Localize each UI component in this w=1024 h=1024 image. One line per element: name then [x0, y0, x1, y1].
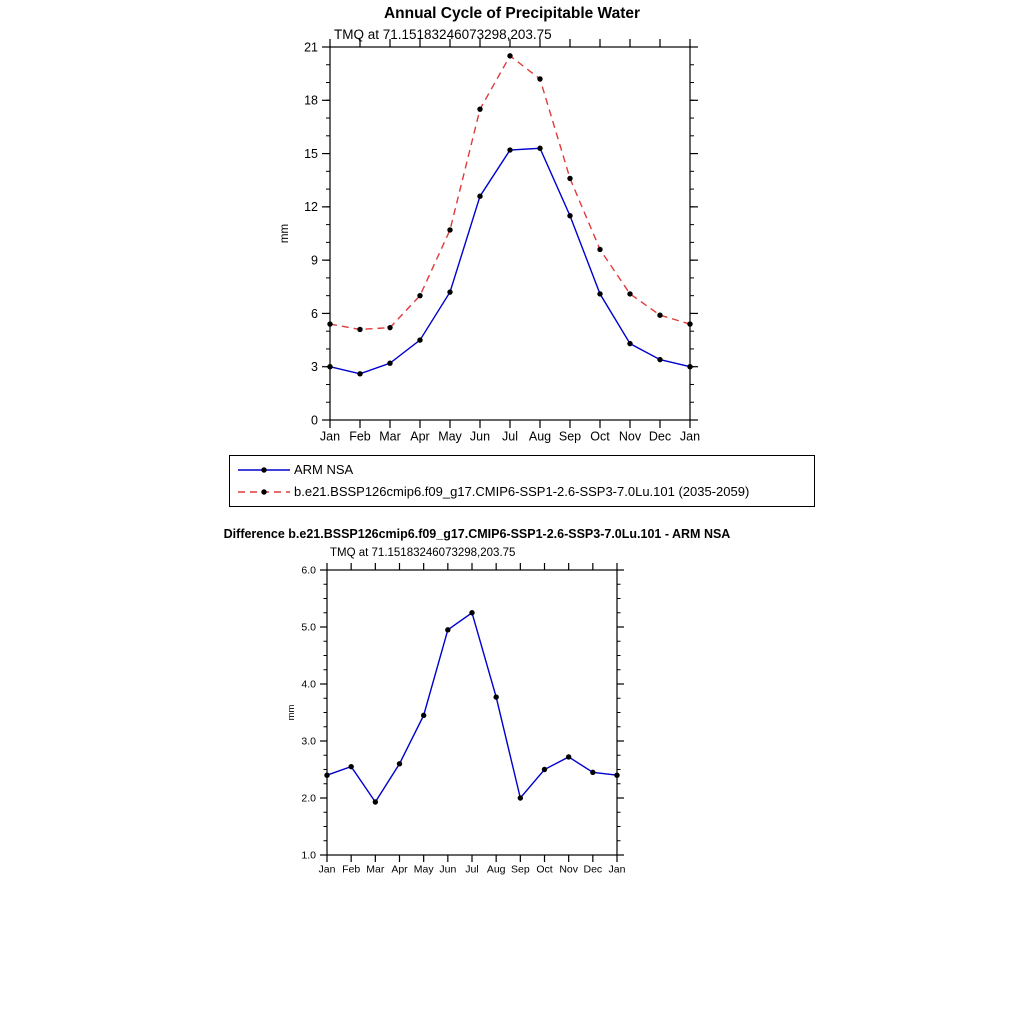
svg-text:6: 6 — [311, 306, 318, 321]
svg-text:Nov: Nov — [618, 429, 642, 444]
svg-text:4.0: 4.0 — [301, 678, 316, 691]
svg-text:15: 15 — [304, 146, 318, 161]
svg-text:3.0: 3.0 — [301, 735, 316, 748]
svg-text:Dec: Dec — [583, 863, 603, 876]
annual-cycle-title: Annual Cycle of Precipitable Water — [383, 5, 641, 22]
svg-text:Jul: Jul — [465, 863, 479, 876]
svg-text:Dec: Dec — [648, 429, 672, 444]
svg-text:Sep: Sep — [558, 429, 582, 444]
svg-text:mm: mm — [286, 704, 297, 721]
legend-entry-model — [236, 480, 808, 502]
svg-text:Feb: Feb — [342, 863, 361, 876]
svg-text:Feb: Feb — [349, 429, 371, 444]
svg-text:Mar: Mar — [366, 863, 385, 876]
difference-plot — [280, 558, 640, 880]
svg-text:May: May — [438, 429, 462, 444]
svg-text:Jan: Jan — [608, 863, 626, 876]
svg-text:Jan: Jan — [319, 429, 341, 444]
svg-text:21: 21 — [304, 40, 318, 55]
svg-text:Sep: Sep — [510, 863, 530, 876]
arm-nsa-line-sample — [236, 460, 294, 478]
legend-label: b.e21.BSSP126cmip6.f09_g17.CMIP6-SSP1-2.6-SSP3-7.0Lu.101 (2035-2059) — [294, 483, 750, 499]
svg-text:2.0: 2.0 — [301, 792, 316, 805]
svg-text:Nov: Nov — [559, 863, 579, 876]
svg-text:6.0: 6.0 — [301, 564, 316, 577]
svg-text:Jan: Jan — [679, 429, 701, 444]
svg-text:Mar: Mar — [379, 429, 401, 444]
svg-text:Apr: Apr — [410, 429, 430, 444]
svg-text:Aug: Aug — [486, 863, 506, 876]
svg-text:3: 3 — [311, 360, 318, 375]
svg-text:0: 0 — [311, 413, 318, 428]
legend-label: ARM NSA — [294, 461, 354, 477]
svg-text:Oct: Oct — [536, 863, 553, 876]
svg-text:Jun: Jun — [439, 863, 457, 876]
svg-text:5.0: 5.0 — [301, 621, 316, 634]
svg-text:May: May — [413, 863, 434, 876]
difference-title: Difference b.e21.BSSP126cmip6.f09_g17.CMIP6-SSP1-2.6-SSP3-7.0Lu.101 - ARM NSA — [223, 527, 731, 541]
svg-text:Aug: Aug — [528, 429, 552, 444]
svg-text:Jul: Jul — [502, 429, 518, 444]
annual-cycle-subtitle: TMQ at 71.15183246073298,203.75 — [334, 27, 552, 42]
svg-text:9: 9 — [311, 253, 318, 268]
svg-text:Apr: Apr — [391, 863, 408, 876]
difference-subtitle: TMQ at 71.15183246073298,203.75 — [330, 547, 516, 559]
svg-text:Oct: Oct — [590, 429, 610, 444]
svg-text:1.0: 1.0 — [301, 849, 316, 862]
model-line-sample — [236, 482, 294, 500]
svg-text:12: 12 — [304, 200, 318, 215]
legend — [229, 455, 815, 507]
legend-entry-arm-nsa — [236, 458, 808, 480]
svg-text:Jun: Jun — [469, 429, 491, 444]
annual-cycle-plot — [255, 28, 725, 458]
svg-text:18: 18 — [304, 93, 318, 108]
svg-text:Jan: Jan — [318, 863, 336, 876]
svg-text:mm: mm — [279, 223, 291, 244]
